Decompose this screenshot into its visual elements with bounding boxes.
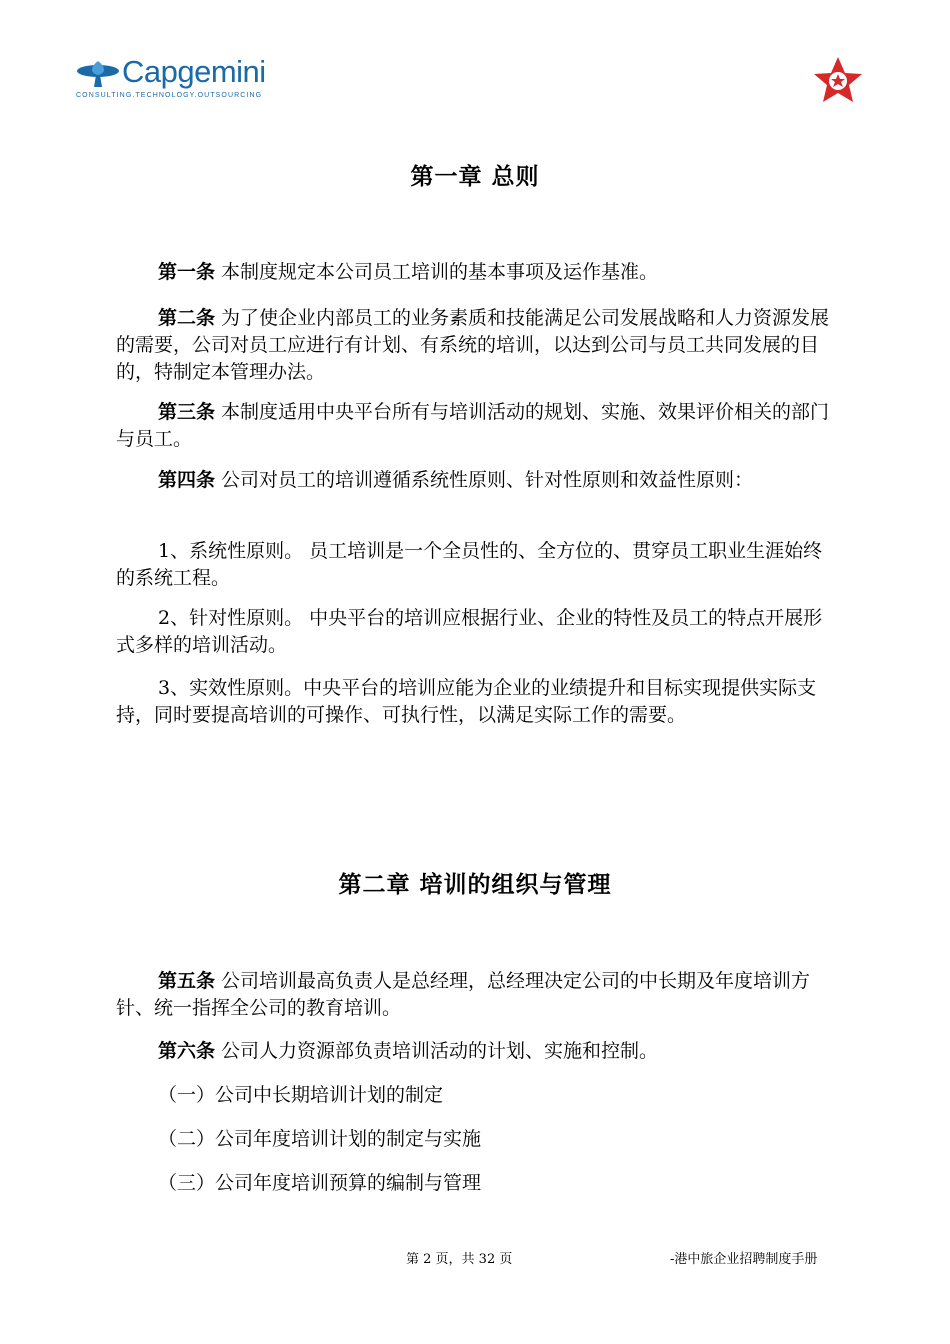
article-1 [116,259,832,286]
article-label: 第四条 [158,469,216,491]
article-text: 公司培训最高负责人是总经理，总经理决定公司的中长期及年度培训方针、统一指挥全公司的教育培训。 [116,970,811,1019]
document-title: -港中旅企业招聘制度手册 [670,1252,818,1267]
chapter-2-title: 第二章 培训的组织与管理 [338,871,612,898]
capgemini-logo [76,55,266,103]
article-text: 为了使企业内部员工的业务素质和技能满足公司发展战略和人力资源发展的需要，公司对员工应进行有计划、有系统的培训，以达到公司与员工共同发展的目的，特制定本管理办法。 [116,307,830,383]
duty-item-1: （一）公司中长期培训计划的制定 [158,1084,444,1106]
spade-icon [76,59,120,89]
article-text: 本制度规定本公司员工培训的基本事项及运作基准。 [215,261,659,283]
article-text: 本制度适用中央平台所有与培训活动的规划、实施、效果评价相关的部门与员工。 [116,401,830,450]
article-5 [116,968,832,1022]
duty-item-3: （三）公司年度培训预算的编制与管理 [158,1172,482,1194]
principle-1: 1、系统性原则。 员工培训是一个全员性的、全方位的、贯穿员工职业生涯始终的系统工程。 [116,540,823,589]
article-label: 第六条 [158,1040,216,1062]
article-label: 第三条 [158,401,216,423]
article-label: 第一条 [158,261,216,283]
article-2 [116,305,832,386]
logo-wordmark: Capgemini [122,54,266,89]
article-4 [116,467,832,494]
article-6 [116,1038,832,1065]
principle-2: 2、针对性原则。 中央平台的培训应根据行业、企业的特性及员工的特点开展形式多样的培训活动。 [116,607,823,656]
principle-3: 3、实效性原则。中央平台的培训应能为企业的业绩提升和目标实现提供实际支持，同时要提高培训的可操作、可执行性，以满足实际工作的需要。 [116,677,817,726]
duty-item-2: （二）公司年度培训计划的制定与实施 [158,1128,482,1150]
chapter-1-title: 第一章 总则 [410,163,540,190]
article-label: 第二条 [158,307,216,329]
page-header [0,0,950,120]
article-3 [116,399,832,453]
red-star-emblem-icon [812,55,864,105]
article-text: 公司对员工的培训遵循系统性原则、针对性原则和效益性原则： [215,469,754,491]
page-number: 第 2 页，共 32 页 [406,1252,513,1267]
logo-tagline: CONSULTING.TECHNOLOGY.OUTSOURCING [76,92,263,99]
article-label: 第五条 [158,970,216,992]
article-text: 公司人力资源部负责培训活动的计划、实施和控制。 [215,1040,659,1062]
